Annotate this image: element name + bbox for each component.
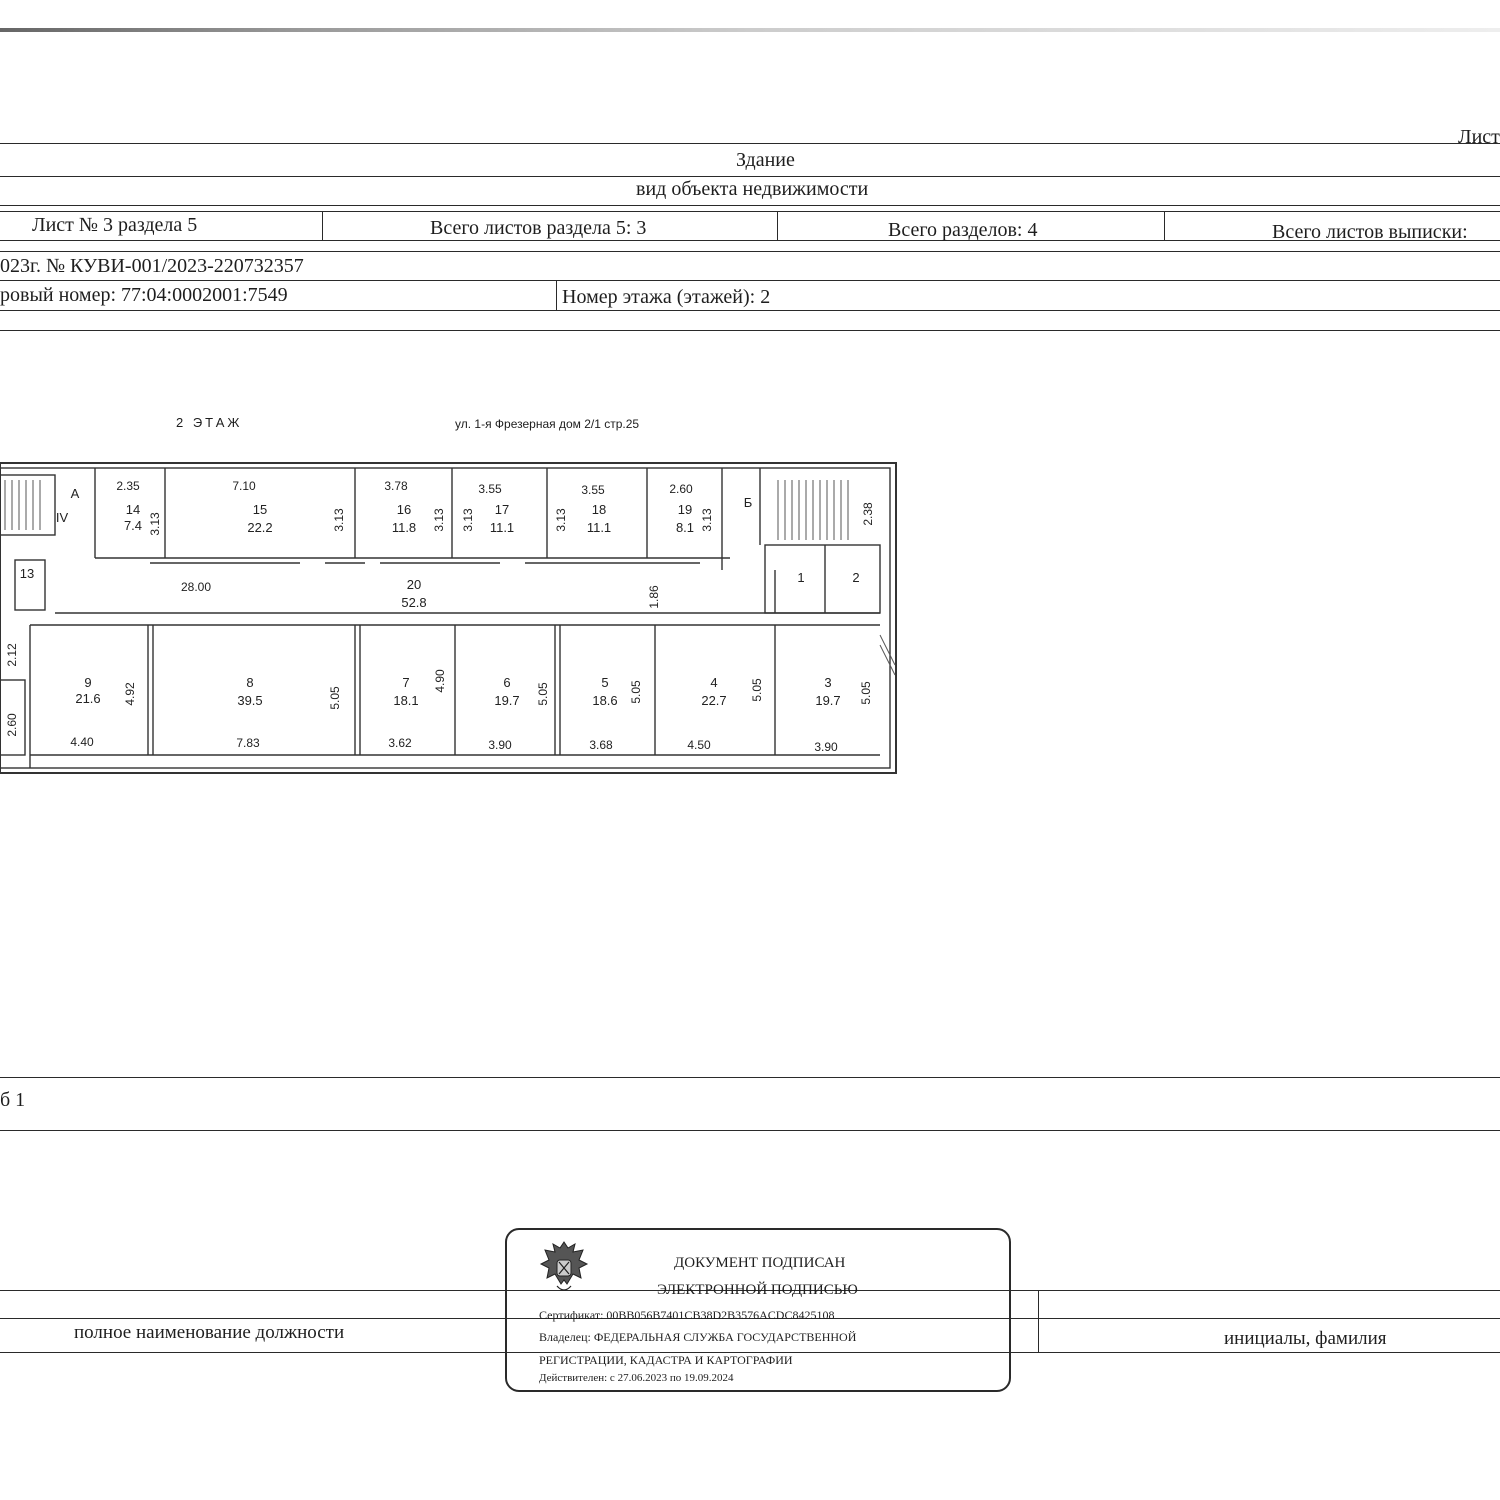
sheets-in-section: Всего листов раздела 5: 3 (430, 217, 647, 239)
room-area: 7.4 (123, 518, 143, 533)
header-line (0, 205, 1500, 206)
dimension: 7.83 (236, 736, 260, 750)
dimension: 28.00 (180, 580, 212, 594)
dimension: 3.62 (388, 736, 412, 750)
sheets-total: Всего листов выписки: (1272, 221, 1468, 243)
dimension: 3.78 (384, 479, 408, 493)
floor-plan (0, 455, 900, 775)
dimension: 4.90 (433, 669, 447, 693)
room-number: 7 (402, 675, 410, 690)
position-caption: полное наименование должности (74, 1322, 345, 1343)
floor-title: 2 ЭТАЖ (176, 415, 243, 430)
room-number: 2 (852, 570, 860, 585)
room-number: 9 (84, 675, 92, 690)
header-line (0, 211, 1500, 212)
room-area: 21.6 (75, 691, 101, 706)
stamp-owner-2: РЕГИСТРАЦИИ, КАДАСТРА И КАРТОГРАФИИ (539, 1353, 793, 1367)
floor-number: Номер этажа (этажей): 2 (562, 286, 771, 308)
room-area: 18.1 (393, 693, 419, 708)
dimension: 3.90 (814, 740, 838, 754)
header-line (0, 280, 1500, 281)
sheet-number: Лист № 3 раздела 5 (32, 214, 198, 236)
stamp-line-2: ЭЛЕКТРОННОЙ ПОДПИСЬЮ (657, 1282, 858, 1298)
room-number: 1 (797, 570, 805, 585)
room-area: 19.7 (815, 693, 841, 708)
room-area: 18.6 (592, 693, 618, 708)
dimension: 3.13 (461, 508, 475, 532)
room-number: 6 (503, 675, 511, 690)
dimension: 3.13 (700, 508, 714, 532)
room-area: 11.1 (586, 520, 612, 535)
room-number: 15 (252, 502, 268, 517)
dimension: 4.40 (70, 735, 94, 749)
dimension: 4.92 (123, 682, 137, 706)
header-line (0, 143, 1500, 144)
dimension: 5.05 (750, 678, 764, 702)
scan-top-edge (0, 28, 1500, 32)
dimension: 2.60 (669, 482, 693, 496)
electronic-signature-stamp (505, 1228, 1011, 1392)
room-number: 19 (677, 502, 693, 517)
header-line (0, 251, 1500, 252)
dimension: 3.13 (432, 508, 446, 532)
scale-line (0, 1077, 1500, 1078)
header-line (0, 330, 1500, 331)
dimension: 2.38 (861, 502, 875, 526)
sheet-corner-label: Лист (1458, 126, 1500, 148)
header-line (0, 176, 1500, 177)
room-number: 4 (710, 675, 718, 690)
scale-value: б 1 (0, 1089, 26, 1111)
dimension: 7.10 (232, 479, 256, 493)
sections-total: Всего разделов: 4 (888, 219, 1038, 241)
room-number: 16 (396, 502, 412, 517)
stair-label-a: А (70, 486, 80, 501)
room-area: 22.2 (247, 520, 273, 535)
scale-line (0, 1130, 1500, 1131)
date-and-number: 023г. № КУВИ-001/2023-220732357 (0, 255, 304, 277)
dimension: 3.55 (478, 482, 502, 496)
room-area: 52.8 (401, 595, 427, 610)
room-number: 5 (601, 675, 609, 690)
cell-divider (777, 211, 778, 240)
dimension: 2.60 (5, 713, 19, 737)
roman-label: IV (55, 510, 69, 525)
stamp-line-1: ДОКУМЕНТ ПОДПИСАН (674, 1255, 846, 1271)
room-number: 17 (494, 502, 510, 517)
dimension: 5.05 (536, 682, 550, 706)
dimension: 5.05 (629, 680, 643, 704)
cell-divider (322, 211, 323, 240)
address: ул. 1-я Фрезерная дом 2/1 стр.25 (455, 417, 640, 431)
dimension: 3.13 (332, 508, 346, 532)
dimension: 2.35 (116, 479, 140, 493)
dimension: 5.05 (328, 686, 342, 710)
coat-of-arms-icon (537, 1238, 591, 1296)
dimension: 1.86 (647, 585, 661, 609)
room-number: 18 (591, 502, 607, 517)
room-area: 11.8 (391, 520, 417, 535)
dimension: 3.13 (554, 508, 568, 532)
room-area: 11.1 (489, 520, 515, 535)
object-kind-caption: вид объекта недвижимости (636, 178, 869, 200)
room-number: 20 (406, 577, 422, 592)
stamp-certificate: Сертификат: 00BB056B7401CB38D2B3576ACDC8425108 (539, 1308, 835, 1322)
room-area: 39.5 (237, 693, 263, 708)
dimension: 3.13 (148, 512, 162, 536)
room-area: 22.7 (701, 693, 727, 708)
initials-caption: инициалы, фамилия (1224, 1328, 1387, 1349)
dimension: 5.05 (859, 681, 873, 705)
stamp-validity: Действителен: с 27.06.2023 по 19.09.2024 (539, 1372, 734, 1384)
stair-label-b: Б (743, 495, 753, 510)
room-area: 8.1 (675, 520, 695, 535)
stamp-owner-1: Владелец: ФЕДЕРАЛЬНАЯ СЛУЖБА ГОСУДАРСТВЕННОЙ (539, 1330, 857, 1344)
cell-divider (1164, 211, 1165, 240)
header-line (0, 310, 1500, 311)
room-number: 14 (125, 502, 141, 517)
cell-divider (556, 280, 557, 310)
room-area: 19.7 (494, 693, 520, 708)
dimension: 3.90 (488, 738, 512, 752)
room-number: 8 (246, 675, 254, 690)
room-number: 13 (19, 566, 35, 581)
signature-divider (1038, 1290, 1039, 1352)
dimension: 3.55 (581, 483, 605, 497)
room-number: 3 (824, 675, 832, 690)
dimension: 2.12 (5, 643, 19, 667)
dimension: 3.68 (589, 738, 613, 752)
object-name: Здание (736, 149, 795, 171)
dimension: 4.50 (687, 738, 711, 752)
cadastral-number: ровый номер: 77:04:0002001:7549 (0, 284, 288, 306)
